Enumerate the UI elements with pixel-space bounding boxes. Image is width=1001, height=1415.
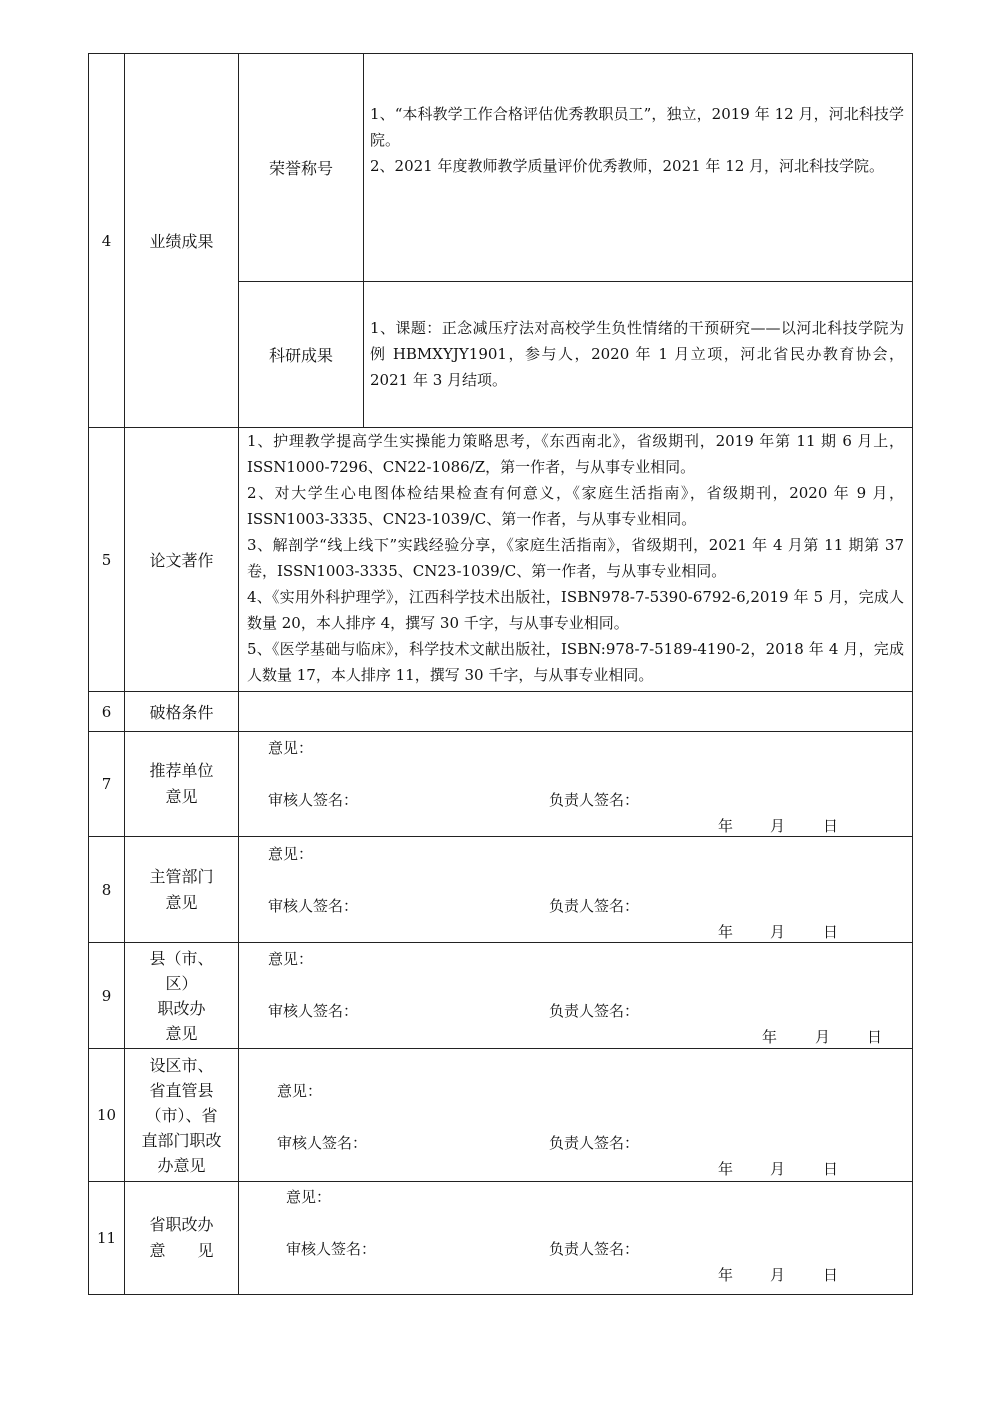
row9-label xyxy=(125,943,238,1048)
row9-leader-sign: 负责人签名： xyxy=(549,1002,640,1020)
row8-month: 月 xyxy=(770,923,786,941)
row10-reviewer-sign: 审核人签名： xyxy=(277,1134,368,1152)
row9-year: 年 xyxy=(762,1028,778,1046)
row8-day: 日 xyxy=(823,923,839,941)
row8-number: 8 xyxy=(101,880,112,899)
row4-number: 4 xyxy=(101,231,112,250)
row7-reviewer-sign: 审核人签名： xyxy=(268,791,359,809)
row10-label xyxy=(125,1049,238,1181)
row7-leader-sign: 负责人签名： xyxy=(549,791,640,809)
paper-item-1: 1、护理教学提高学生实操能力策略思考，《东西南北》，省级期刊，2019 年第 11 期 6 月上，ISSN1000-7296、CN22-1086/Z，第一作者，与从事专业相同。 xyxy=(247,432,904,476)
paper-item-5: 5、《医学基础与临床》，科学技术文献出版社，ISBN:978-7-5189-4190-2，2018 年 4 月，完成人数量 17，本人排序 11，撰写 30 千字，与从事专业相同。 xyxy=(247,640,904,684)
row9-month: 月 xyxy=(815,1028,831,1046)
row10-label-line5: 办意见 xyxy=(157,1155,206,1175)
row7-opinion: 意见： xyxy=(268,739,314,757)
row8-leader-sign: 负责人签名： xyxy=(549,897,640,915)
row9-opinion: 意见： xyxy=(268,950,314,968)
paper-item-2: 2、对大学生心电图体检结果检查有何意义，《家庭生活指南》，省级期刊，2020 年 9 月，ISSN1003-3335、CN23-1039/C、第一作者，与从事专业相同。 xyxy=(247,484,904,528)
row10-opinion: 意见： xyxy=(277,1082,323,1100)
row8-reviewer-sign: 审核人签名： xyxy=(268,897,359,915)
row11-label-line2: 意 见 xyxy=(149,1241,214,1260)
row11-label xyxy=(125,1182,238,1294)
row11-day: 日 xyxy=(823,1266,839,1284)
row7-day: 日 xyxy=(823,817,839,835)
row7-label xyxy=(125,732,238,836)
exception-content xyxy=(239,692,912,731)
row10-year: 年 xyxy=(718,1160,734,1178)
honor-title-content xyxy=(370,101,904,179)
row10-leader-sign: 负责人签名： xyxy=(549,1134,640,1152)
row11-label-line1: 省职改办 xyxy=(149,1215,214,1234)
research-item-1: 1、课题：正念减压疗法对高校学生负性情绪的干预研究——以河北科技学院为例 HBMXYJY1901，参与人，2020 年 1 月立项，河北省民办教育协会，2021 年 3 月结项。 xyxy=(370,319,904,389)
honor-item-1: 1、“本科教学工作合格评估优秀教职员工”，独立，2019 年 12 月，河北科技学院。 xyxy=(370,105,904,149)
row8-opinion: 意见： xyxy=(268,845,314,863)
row5-label: 论文著作 xyxy=(149,551,214,570)
row10-label-line3: （市）、省 xyxy=(145,1105,218,1125)
research-content xyxy=(370,315,904,393)
row7-year: 年 xyxy=(718,817,734,835)
row8-label-line2: 意见 xyxy=(165,892,198,912)
row10-day: 日 xyxy=(823,1160,839,1178)
row10-label-line2: 省直管县 xyxy=(149,1080,214,1100)
row4-label: 业绩成果 xyxy=(149,232,214,251)
row11-year: 年 xyxy=(718,1266,734,1284)
row9-label-line1: 县（市、 xyxy=(149,948,214,968)
row8-label xyxy=(125,837,238,942)
row6-number: 6 xyxy=(101,702,112,721)
row6-label: 破格条件 xyxy=(149,703,214,722)
row11-opinion: 意见： xyxy=(286,1188,332,1206)
row9-label-line2: 区） xyxy=(165,973,198,993)
row7-month: 月 xyxy=(770,817,786,835)
row10-number: 10 xyxy=(96,1106,117,1124)
row9-label-line4: 意见 xyxy=(165,1023,198,1043)
row11-month: 月 xyxy=(770,1266,786,1284)
paper-item-3: 3、解剖学“线上线下”实践经验分享，《家庭生活指南》，省级期刊，2021 年 4 月第 11 期第 37 卷，ISSN1003-3335、CN23-1039/C、第一作者，与从事专业相同。 xyxy=(247,536,904,580)
honor-item-2: 2、2021 年度教师教学质量评价优秀教师，2021 年 12 月，河北科技学院。 xyxy=(370,157,885,175)
row10-month: 月 xyxy=(770,1160,786,1178)
papers-content xyxy=(247,428,904,688)
row9-reviewer-sign: 审核人签名： xyxy=(268,1002,359,1020)
research-label: 科研成果 xyxy=(268,346,333,365)
row5-number: 5 xyxy=(101,550,112,569)
row9-label-line3: 职改办 xyxy=(157,998,206,1018)
row9-day: 日 xyxy=(867,1028,883,1046)
row11-reviewer-sign: 审核人签名： xyxy=(286,1240,377,1258)
table-border-bottom xyxy=(88,1294,913,1295)
row9-number: 9 xyxy=(101,986,112,1005)
honor-title-label: 荣誉称号 xyxy=(268,159,333,178)
row7-label-line2: 意见 xyxy=(165,787,198,806)
row7-label-line1: 推荐单位 xyxy=(149,761,214,780)
row10-label-line1: 设区市、 xyxy=(149,1055,214,1075)
col-divider-3 xyxy=(363,53,364,428)
row7-number: 7 xyxy=(101,775,112,793)
row8-year: 年 xyxy=(718,923,734,941)
row11-number: 11 xyxy=(96,1229,117,1247)
row11-leader-sign: 负责人签名： xyxy=(549,1240,640,1258)
paper-item-4: 4、《实用外科护理学》，江西科学技术出版社，ISBN978-7-5390-6792-6,2019 年 5 月，完成人数量 20，本人排序 4，撰写 30 千字，与从事专业相同。 xyxy=(247,588,904,632)
row8-label-line1: 主管部门 xyxy=(149,866,214,886)
row10-label-line4: 直部门职改 xyxy=(141,1130,222,1150)
table-border-right xyxy=(912,53,913,1295)
